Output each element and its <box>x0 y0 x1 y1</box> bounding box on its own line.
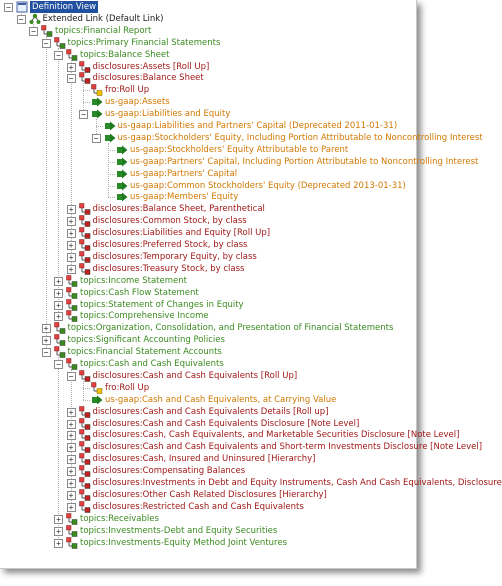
tree-row[interactable] <box>0 37 420 49</box>
tree-row-label: topics:Organization, Consolidation, and Presentation of Financial Statements <box>67 323 394 334</box>
tree-row-label: us-gaap:Liabilities and Partners' Capital (Deprecated 2011-01-31) <box>117 121 398 131</box>
expand-toggle-icon[interactable]: + <box>67 63 76 72</box>
tree-row-label: us-gaap:Stockholders' Equity, Including Portion Attributable to Noncontrolling Interest <box>117 132 483 143</box>
collapse-toggle-icon[interactable]: − <box>4 3 13 12</box>
collapse-toggle-icon[interactable]: − <box>79 110 88 119</box>
tree-row[interactable] <box>0 132 483 144</box>
disclosure-network-icon <box>79 251 91 263</box>
concept-arrow-icon <box>116 144 128 156</box>
tree-row-label: disclosures:Cash and Cash Equivalents Disclosure [Note Level] <box>92 418 360 429</box>
tree-row-label: disclosures:Restricted Cash and Cash Equivalents <box>92 501 304 512</box>
tree-row[interactable] <box>0 239 420 251</box>
collapse-toggle-icon[interactable]: − <box>54 360 63 369</box>
expand-toggle-icon[interactable]: + <box>67 431 76 440</box>
tree-row[interactable] <box>0 180 420 192</box>
tree-row[interactable] <box>0 287 420 299</box>
disclosure-network-icon <box>79 72 91 84</box>
disclosure-network-icon <box>79 203 91 215</box>
expand-toggle-icon[interactable]: + <box>54 515 63 524</box>
concept-arrow-icon <box>104 120 116 132</box>
tree-connector <box>83 400 90 401</box>
tree-row[interactable] <box>0 537 420 549</box>
tree-connector <box>108 150 115 151</box>
topic-network-icon <box>66 513 78 525</box>
expand-toggle-icon[interactable]: + <box>67 420 76 429</box>
tree-row-label: disclosures:Common Stock, by class <box>92 216 247 227</box>
tree-row[interactable] <box>0 382 420 394</box>
view-icon <box>16 1 28 13</box>
tree-row[interactable] <box>0 144 420 156</box>
tree-row-label: disclosures:Balance Sheet, Parenthetical <box>92 204 265 215</box>
tree-row-label: disclosures:Other Cash Related Disclosures [Hierarchy] <box>92 489 327 500</box>
topic-network-icon <box>54 334 66 346</box>
tree-row-label: Extended Link (Default Link) <box>42 13 164 24</box>
tree-row[interactable] <box>0 168 420 180</box>
tree-row[interactable] <box>0 370 420 382</box>
collapse-toggle-icon[interactable]: − <box>67 372 76 381</box>
disclosure-network-icon <box>79 263 91 275</box>
topic-network-icon <box>66 310 78 322</box>
tree-row[interactable] <box>0 61 420 73</box>
tree-row[interactable] <box>0 251 420 263</box>
expand-toggle-icon[interactable]: + <box>67 253 76 262</box>
tree-row-label: fro:Roll Up <box>105 85 150 96</box>
expand-toggle-icon[interactable]: + <box>67 205 76 214</box>
tree-row-label: fro:Roll Up <box>105 382 150 393</box>
topic-network-icon <box>54 346 66 358</box>
tree-row[interactable] <box>0 310 420 322</box>
collapse-toggle-icon[interactable]: − <box>29 27 38 36</box>
expand-toggle-icon[interactable]: + <box>54 539 63 548</box>
tree-row[interactable] <box>0 429 460 441</box>
expand-toggle-icon[interactable]: + <box>67 241 76 250</box>
tree-connector <box>83 388 90 389</box>
tree-row-label: disclosures:Investments in Debt and Equity Instruments, Cash And Cash Equivalents, Disclosure <box>92 478 502 488</box>
tree-row-label: disclosures:Balance Sheet <box>92 73 204 84</box>
tree-row[interactable] <box>0 215 420 227</box>
tree-row-label: us-gaap:Stockholders' Equity Attributable to Parent <box>130 144 349 155</box>
tree-row-label: disclosures:Assets [Roll Up] <box>92 61 210 72</box>
expand-toggle-icon[interactable]: + <box>67 229 76 238</box>
concept-arrow-icon <box>91 96 103 108</box>
tree-row-label: topics:Financial Statement Accounts <box>67 347 222 358</box>
concept-arrow-icon <box>91 108 103 120</box>
tree-row-label: topics:Cash Flow Statement <box>80 287 199 298</box>
collapse-toggle-icon[interactable]: − <box>42 39 51 48</box>
collapse-toggle-icon[interactable]: − <box>17 15 26 24</box>
collapse-toggle-icon[interactable]: − <box>67 74 76 83</box>
disclosure-network-icon <box>79 370 91 382</box>
tree-connector <box>83 90 90 91</box>
tree-connector <box>108 197 115 198</box>
roll-up-icon <box>91 382 103 394</box>
expand-toggle-icon[interactable]: + <box>67 443 76 452</box>
tree-row-label: topics:Cash and Cash Equivalents <box>80 359 224 369</box>
tree-row[interactable] <box>0 406 420 418</box>
expand-toggle-icon[interactable]: + <box>67 479 76 488</box>
tree-row[interactable] <box>0 275 420 287</box>
tree-connector <box>96 126 103 127</box>
tree-row[interactable] <box>0 489 420 501</box>
topic-network-icon <box>66 299 78 311</box>
tree-row-label: disclosures:Cash and Cash Equivalents [Roll Up] <box>92 370 298 381</box>
expand-toggle-icon[interactable]: + <box>42 336 51 345</box>
concept-arrow-icon <box>116 168 128 180</box>
tree-row-label: disclosures:Cash, Insured and Uninsured [Hierarchy] <box>92 454 316 465</box>
tree-row-label: us-gaap:Partners' Capital <box>130 168 238 179</box>
tree-row-label: topics:Primary Financial Statements <box>67 37 221 48</box>
tree-row[interactable] <box>0 394 420 406</box>
tree-row[interactable] <box>0 346 420 358</box>
expand-toggle-icon[interactable]: + <box>54 312 63 321</box>
concept-arrow-icon <box>91 394 103 406</box>
disclosure-network-icon <box>79 418 91 430</box>
disclosure-network-icon <box>79 227 91 239</box>
tree-row-label: us-gaap:Members' Equity <box>130 192 239 203</box>
expand-toggle-icon[interactable]: + <box>54 527 63 536</box>
tree-row[interactable] <box>0 191 420 203</box>
collapse-toggle-icon[interactable]: − <box>92 134 101 143</box>
tree-connector <box>83 102 90 103</box>
tree-row[interactable] <box>0 13 420 25</box>
tree-row[interactable] <box>0 72 420 84</box>
tree-row-label: topics:Income Statement <box>80 275 187 286</box>
disclosure-network-icon <box>79 406 91 418</box>
disclosure-network-icon <box>79 453 91 465</box>
tree-row-label: topics:Investments-Debt and Equity Securities <box>80 525 278 536</box>
tree-row-label: topics:Comprehensive Income <box>80 311 209 322</box>
tree-row-label: disclosures:Treasury Stock, by class <box>92 263 245 274</box>
tree-row-label: us-gaap:Assets <box>105 97 170 108</box>
tree-row[interactable] <box>0 441 483 453</box>
tree-row[interactable] <box>0 84 420 96</box>
tree-row-label: topics:Statement of Changes in Equity <box>80 299 244 310</box>
expand-toggle-icon[interactable]: + <box>67 408 76 417</box>
tree-row-label: disclosures:Temporary Equity, by class <box>92 251 257 262</box>
expand-toggle-icon[interactable]: + <box>54 277 63 286</box>
topic-network-icon <box>66 537 78 549</box>
tree-row-label: topics:Investments-Equity Method Joint Ventures <box>80 537 288 548</box>
disclosure-network-icon <box>79 429 91 441</box>
expand-toggle-icon[interactable]: + <box>67 491 76 500</box>
tree-row[interactable] <box>0 322 420 334</box>
tree-row[interactable] <box>0 299 420 311</box>
expand-toggle-icon[interactable]: + <box>67 503 76 512</box>
tree-row[interactable] <box>0 263 420 275</box>
tree-row[interactable] <box>0 1 420 13</box>
disclosure-network-icon <box>79 477 91 489</box>
expand-toggle-icon[interactable]: + <box>67 455 76 464</box>
expand-toggle-icon[interactable]: + <box>54 301 63 310</box>
tree-row[interactable] <box>0 108 420 120</box>
tree-row-label: us-gaap:Liabilities and Equity <box>105 109 231 120</box>
link-network-icon <box>29 13 41 25</box>
tree-row[interactable] <box>0 465 420 477</box>
tree-row-label: topics:Balance Sheet <box>80 49 170 60</box>
topic-network-icon <box>66 275 78 287</box>
expand-toggle-icon[interactable]: + <box>42 324 51 333</box>
disclosure-network-icon <box>79 215 91 227</box>
tree-row-label: us-gaap:Common Stockholders' Equity (Deprecated 2013-01-31) <box>130 180 406 191</box>
collapse-toggle-icon[interactable]: − <box>42 348 51 357</box>
tree-row[interactable] <box>0 203 420 215</box>
tree-row-label: us-gaap:Partners' Capital, Including Portion Attributable to Noncontrolling Interest <box>130 156 479 167</box>
tree-row[interactable] <box>0 418 420 430</box>
concept-arrow-icon <box>116 156 128 168</box>
tree-row-label: topics:Financial Report <box>55 25 152 36</box>
expand-toggle-icon[interactable]: + <box>67 265 76 274</box>
tree-row[interactable] <box>0 513 420 525</box>
tree-row[interactable] <box>0 227 420 239</box>
tree-row[interactable] <box>0 334 420 346</box>
roll-up-icon <box>91 84 103 96</box>
tree-row[interactable] <box>0 525 420 537</box>
disclosure-network-icon <box>79 489 91 501</box>
tree-row-label: disclosures:Cash and Cash Equivalents Details [Roll up] <box>92 406 329 417</box>
tree-row[interactable] <box>0 25 420 37</box>
tree-row[interactable] <box>0 358 420 370</box>
tree-row[interactable] <box>0 477 502 489</box>
tree-row-label: us-gaap:Cash and Cash Equivalents, at Carrying Value <box>105 394 337 405</box>
expand-toggle-icon[interactable]: + <box>67 217 76 226</box>
concept-arrow-icon <box>116 180 128 192</box>
expand-toggle-icon[interactable]: + <box>67 467 76 476</box>
tree-row[interactable] <box>0 96 420 108</box>
tree-row-label: topics:Significant Accounting Policies <box>67 335 225 346</box>
topic-network-icon <box>66 525 78 537</box>
tree-row[interactable] <box>0 453 420 465</box>
tree-row-label: topics:Receivables <box>80 513 159 524</box>
tree-row-label: disclosures:Cash, Cash Equivalents, and Marketable Securities Disclosure [Note Level] <box>92 430 460 441</box>
topic-network-icon <box>54 322 66 334</box>
tree-row-label: disclosures:Compensating Balances <box>92 466 246 477</box>
tree-row-label: Definition View <box>32 2 97 12</box>
topic-network-icon <box>66 49 78 61</box>
collapse-toggle-icon[interactable]: − <box>54 51 63 60</box>
tree-row[interactable] <box>0 501 420 513</box>
topic-network-icon <box>66 358 78 370</box>
tree-row[interactable] <box>0 49 420 61</box>
tree-connector <box>108 186 115 187</box>
topic-network-icon <box>54 37 66 49</box>
expand-toggle-icon[interactable]: + <box>54 289 63 298</box>
concept-arrow-icon <box>104 132 116 144</box>
disclosure-network-icon <box>79 501 91 513</box>
topic-network-icon <box>66 287 78 299</box>
disclosure-network-icon <box>79 465 91 477</box>
topic-network-icon <box>41 25 53 37</box>
tree-connector <box>108 162 115 163</box>
tree-row[interactable] <box>0 156 479 168</box>
disclosure-network-icon <box>79 441 91 453</box>
tree-row-label: disclosures:Cash and Cash Equivalents and Short-term Investments Disclosure [Note Level] <box>92 442 483 453</box>
disclosure-network-icon <box>79 61 91 73</box>
tree-row-label: disclosures:Preferred Stock, by class <box>92 240 248 250</box>
tree-row[interactable] <box>0 120 420 132</box>
concept-arrow-icon <box>116 191 128 203</box>
tree-row-label: disclosures:Liabilities and Equity [Roll Up] <box>92 228 271 239</box>
disclosure-network-icon <box>79 239 91 251</box>
tree-connector <box>108 174 115 175</box>
